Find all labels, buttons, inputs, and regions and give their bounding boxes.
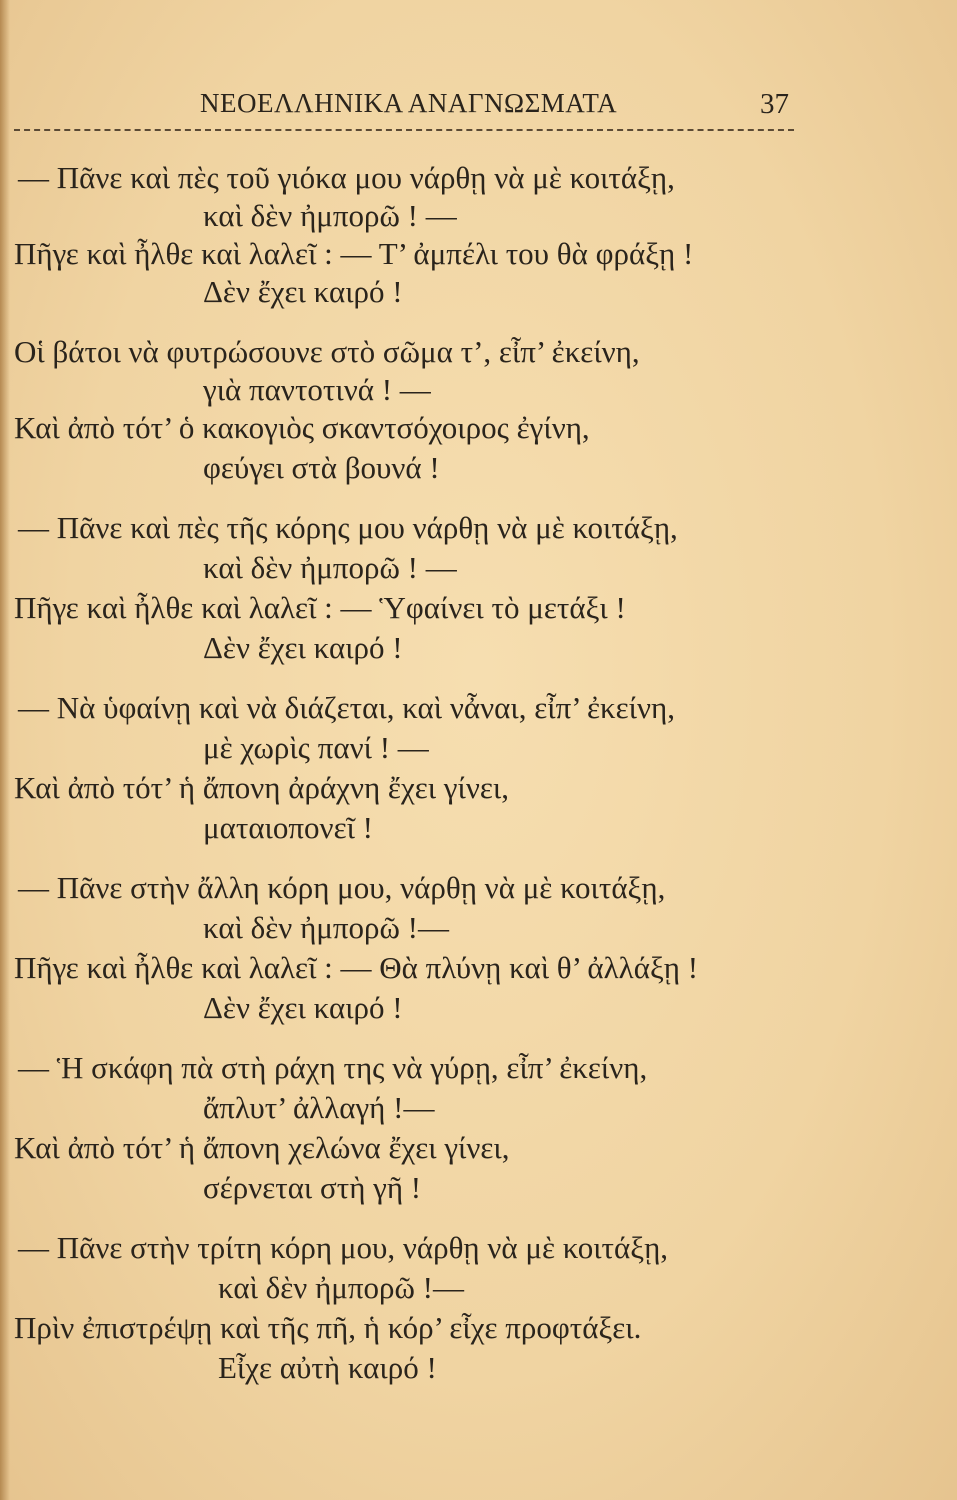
- poem-line: Πῆγε καὶ ἦλθε καὶ λαλεῖ : — Ὑφαίνει τὸ μετάξι !: [14, 590, 626, 625]
- page-number: 37: [760, 88, 789, 120]
- poem-line: Καὶ ἀπὸ τότ’ ἡ ἄπονη ἀράχνη ἔχει γίνει,: [14, 770, 509, 805]
- poem-line: — Πᾶνε καὶ πὲς τῆς κόρης μου νάρθῃ νὰ μὲ κοιτάξῃ,: [18, 510, 678, 545]
- header-rule: [14, 129, 794, 131]
- poem-line: μὲ χωρὶς πανί ! —: [203, 730, 429, 765]
- poem-line: Καὶ ἀπὸ τότ’ ὁ κακογιὸς σκαντσόχοιρος ἐγίνη,: [14, 410, 590, 445]
- poem-line: — Νὰ ὑφαίνῃ καὶ νὰ διάζεται, καὶ νἆναι, εἶπ’ ἐκείνη,: [18, 690, 675, 725]
- poem-line: Οἱ βάτοι νὰ φυτρώσουνε στὸ σῶμα τ’, εἶπ’ ἐκείνη,: [14, 334, 640, 369]
- poem-line: Πῆγε καὶ ἦλθε καὶ λαλεῖ : — Τ’ ἀμπέλι του θὰ φράξῃ !: [14, 236, 694, 271]
- poem-line: — Ἡ σκάφη πὰ στὴ ράχη της νὰ γύρῃ, εἶπ’ ἐκείνη,: [18, 1050, 648, 1085]
- poem-line: — Πᾶνε καὶ πὲς τοῦ γιόκα μου νάρθῃ νὰ μὲ κοιτάξῃ,: [18, 160, 675, 195]
- poem-line: Δὲν ἔχει καιρό !: [203, 630, 403, 665]
- running-head: ΝΕΟΕΛΛΗΝΙΚΑ ΑΝΑΓΝΩΣΜΑΤΑ: [200, 88, 618, 118]
- poem-line: ἄπλυτ’ ἀλλαγή !—: [203, 1090, 435, 1125]
- page-gutter-shadow: [0, 0, 10, 1500]
- poem-line: καὶ δὲν ἠμπορῶ !—: [218, 1270, 465, 1305]
- poem-line: Καὶ ἀπὸ τότ’ ἡ ἄπονη χελώνα ἔχει γίνει,: [14, 1130, 510, 1165]
- poem-line: καὶ δὲν ἠμπορῶ ! —: [203, 198, 457, 233]
- poem-line: σέρνεται στὴ γῆ !: [203, 1170, 422, 1205]
- poem-line: γιὰ παντοτινά ! —: [203, 372, 431, 407]
- poem-line: καὶ δὲν ἠμπορῶ !—: [203, 910, 450, 945]
- poem-line: ματαιοπονεῖ !: [203, 810, 374, 845]
- poem-line: Εἶχε αὐτὴ καιρό !: [218, 1350, 437, 1385]
- poem-line: καὶ δὲν ἠμπορῶ ! —: [203, 550, 457, 585]
- poem-line: Πῆγε καὶ ἦλθε καὶ λαλεῖ : — Θὰ πλύνῃ καὶ θ’ ἀλλάξῃ !: [14, 950, 699, 985]
- poem-line: Πρὶν ἐπιστρέψῃ καὶ τῆς πῆ, ἡ κόρ’ εἶχε προφτάξει.: [14, 1310, 642, 1345]
- poem-line: Δὲν ἔχει καιρό !: [203, 990, 403, 1025]
- poem-line: — Πᾶνε στὴν ἄλλη κόρη μου, νάρθῃ νὰ μὲ κοιτάξῃ,: [18, 870, 666, 905]
- poem-line: — Πᾶνε στὴν τρίτη κόρη μου, νάρθῃ νὰ μὲ κοιτάξῃ,: [18, 1230, 669, 1265]
- poem-line: Δὲν ἔχει καιρό !: [203, 274, 403, 309]
- poem-line: φεύγει στὰ βουνά !: [203, 450, 440, 485]
